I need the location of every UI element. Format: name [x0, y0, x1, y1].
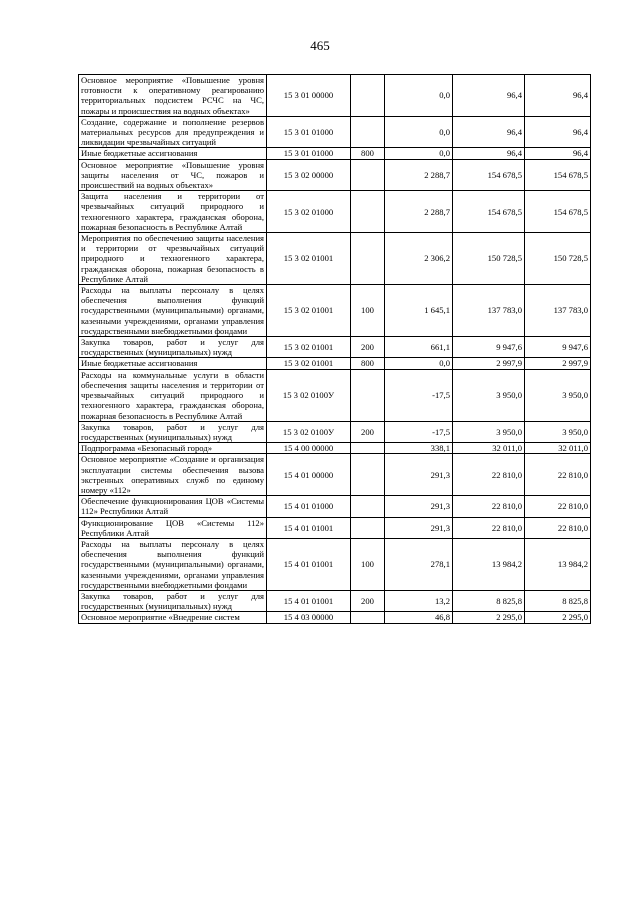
table-row [79, 358, 591, 369]
item-name-cell: Основное мероприятие «Повышение уровня защиты населения от ЧС, пожаров и происшествий на водных объектах» [79, 159, 267, 191]
amount-cell-1: 2 288,7 [385, 159, 453, 191]
item-name-cell: Обеспечение функционирования ЦОВ «Системы 112» Республики Алтай [79, 496, 267, 517]
item-name-cell: Расходы на выплаты персоналу в целях обеспечения выполнения функций государственными (муниципальными) органами, казенными учреждениями, органами управления государственными внебюджетными фондами [79, 285, 267, 337]
expense-type-cell [351, 496, 385, 517]
table-row [79, 75, 591, 117]
amount-cell-3: 3 950,0 [525, 421, 591, 442]
amount-cell-3: 154 678,5 [525, 191, 591, 233]
table-row [79, 538, 591, 590]
target-code-cell: 15 3 02 00000 [267, 159, 351, 191]
amount-cell-2: 3 950,0 [453, 369, 525, 421]
amount-cell-2: 96,4 [453, 116, 525, 148]
amount-cell-1: -17,5 [385, 369, 453, 421]
amount-cell-1: 0,0 [385, 148, 453, 159]
expense-type-cell [351, 191, 385, 233]
table-body [79, 75, 591, 624]
target-code-cell: 15 3 02 01000 [267, 191, 351, 233]
amount-cell-1: 291,3 [385, 496, 453, 517]
amount-cell-2: 2 997,9 [453, 358, 525, 369]
amount-cell-2: 9 947,6 [453, 337, 525, 358]
target-code-cell: 15 3 02 01001 [267, 358, 351, 369]
item-name-cell: Иные бюджетные ассигнования [79, 148, 267, 159]
table-row [79, 159, 591, 191]
amount-cell-2: 22 810,0 [453, 496, 525, 517]
budget-table [78, 74, 591, 624]
amount-cell-2: 22 810,0 [453, 454, 525, 496]
target-code-cell: 15 4 01 01001 [267, 538, 351, 590]
item-name-cell: Создание, содержание и пополнение резервов материальных ресурсов для предупреждения и ликвидации чрезвычайных ситуаций [79, 116, 267, 148]
amount-cell-1: 0,0 [385, 358, 453, 369]
expense-type-cell: 800 [351, 358, 385, 369]
page-number: 465 [310, 38, 330, 53]
expense-type-cell: 800 [351, 148, 385, 159]
target-code-cell: 15 4 01 01000 [267, 496, 351, 517]
amount-cell-1: 338,1 [385, 443, 453, 454]
expense-type-cell [351, 454, 385, 496]
item-name-cell: Расходы на коммунальные услуги в области обеспечения защиты населения и территории от чрезвычайных ситуаций природного и техногенного характера, гражданская оборона, пожарная безопасность в Республике Алтай [79, 369, 267, 421]
amount-cell-3: 22 810,0 [525, 517, 591, 538]
item-name-cell: Мероприятия по обеспечению защиты населения и территории от чрезвычайных ситуаций природного и техногенного характера, гражданская оборона, пожарная безопасность в Республике Алтай [79, 233, 267, 285]
table-row [79, 337, 591, 358]
target-code-cell: 15 3 01 01000 [267, 116, 351, 148]
amount-cell-3: 32 011,0 [525, 443, 591, 454]
amount-cell-2: 154 678,5 [453, 159, 525, 191]
table-row [79, 148, 591, 159]
amount-cell-2: 32 011,0 [453, 443, 525, 454]
item-name-cell: Закупка товаров, работ и услуг для государственных (муниципальных) нужд [79, 421, 267, 442]
amount-cell-1: 46,8 [385, 612, 453, 623]
expense-type-cell [351, 443, 385, 454]
amount-cell-3: 154 678,5 [525, 159, 591, 191]
expense-type-cell: 100 [351, 285, 385, 337]
target-code-cell: 15 3 02 0100У [267, 369, 351, 421]
expense-type-cell: 100 [351, 538, 385, 590]
expense-type-cell [351, 159, 385, 191]
amount-cell-1: 0,0 [385, 116, 453, 148]
amount-cell-3: 8 825,8 [525, 590, 591, 611]
expense-type-cell [351, 116, 385, 148]
amount-cell-1: 0,0 [385, 75, 453, 117]
amount-cell-2: 22 810,0 [453, 517, 525, 538]
table-row [79, 590, 591, 611]
amount-cell-3: 96,4 [525, 75, 591, 117]
amount-cell-1: 13,2 [385, 590, 453, 611]
target-code-cell: 15 4 01 01001 [267, 517, 351, 538]
amount-cell-2: 96,4 [453, 148, 525, 159]
table-row [79, 191, 591, 233]
amount-cell-1: -17,5 [385, 421, 453, 442]
target-code-cell: 15 3 02 01001 [267, 285, 351, 337]
target-code-cell: 15 4 00 00000 [267, 443, 351, 454]
expense-type-cell: 200 [351, 421, 385, 442]
amount-cell-3: 22 810,0 [525, 454, 591, 496]
amount-cell-1: 2 306,2 [385, 233, 453, 285]
item-name-cell: Иные бюджетные ассигнования [79, 358, 267, 369]
expense-type-cell [351, 517, 385, 538]
item-name-cell: Защита населения и территории от чрезвычайных ситуаций природного и техногенного характера, гражданская оборона, пожарная безопасность в Республике Алтай [79, 191, 267, 233]
table-row [79, 421, 591, 442]
target-code-cell: 15 3 02 0100У [267, 421, 351, 442]
amount-cell-3: 2 997,9 [525, 358, 591, 369]
item-name-cell: Расходы на выплаты персоналу в целях обеспечения выполнения функций государственными (муниципальными) органами, казенными учреждениями, органами управления государственными внебюджетными фондами [79, 538, 267, 590]
expense-type-cell [351, 233, 385, 285]
target-code-cell: 15 4 03 00000 [267, 612, 351, 623]
target-code-cell: 15 4 01 01001 [267, 590, 351, 611]
item-name-cell: Функционирование ЦОВ «Системы 112» Республики Алтай [79, 517, 267, 538]
amount-cell-1: 1 645,1 [385, 285, 453, 337]
amount-cell-3: 137 783,0 [525, 285, 591, 337]
amount-cell-1: 291,3 [385, 454, 453, 496]
amount-cell-3: 96,4 [525, 116, 591, 148]
target-code-cell: 15 3 01 00000 [267, 75, 351, 117]
target-code-cell: 15 3 02 01001 [267, 233, 351, 285]
amount-cell-3: 150 728,5 [525, 233, 591, 285]
amount-cell-1: 2 288,7 [385, 191, 453, 233]
amount-cell-3: 9 947,6 [525, 337, 591, 358]
amount-cell-2: 154 678,5 [453, 191, 525, 233]
amount-cell-3: 13 984,2 [525, 538, 591, 590]
table-row [79, 233, 591, 285]
table-row [79, 517, 591, 538]
amount-cell-3: 3 950,0 [525, 369, 591, 421]
expense-type-cell [351, 369, 385, 421]
amount-cell-2: 96,4 [453, 75, 525, 117]
item-name-cell: Основное мероприятие «Создание и организация эксплуатации системы обеспечения вызова экстренных оперативных служб по единому номеру «112» [79, 454, 267, 496]
amount-cell-1: 661,1 [385, 337, 453, 358]
target-code-cell: 15 3 02 01001 [267, 337, 351, 358]
table-row [79, 116, 591, 148]
expense-type-cell: 200 [351, 590, 385, 611]
item-name-cell: Основное мероприятие «Внедрение систем [79, 612, 267, 623]
amount-cell-2: 8 825,8 [453, 590, 525, 611]
item-name-cell: Закупка товаров, работ и услуг для государственных (муниципальных) нужд [79, 337, 267, 358]
table-row [79, 454, 591, 496]
amount-cell-2: 2 295,0 [453, 612, 525, 623]
item-name-cell: Подпрограмма «Безопасный город» [79, 443, 267, 454]
amount-cell-3: 22 810,0 [525, 496, 591, 517]
table-row [79, 612, 591, 623]
amount-cell-3: 2 295,0 [525, 612, 591, 623]
item-name-cell: Закупка товаров, работ и услуг для государственных (муниципальных) нужд [79, 590, 267, 611]
amount-cell-2: 150 728,5 [453, 233, 525, 285]
item-name-cell: Основное мероприятие «Повышение уровня готовности к оперативному реагированию территориальных подсистем РСЧС на ЧС, пожары и происшествия на водных объектах» [79, 75, 267, 117]
expense-type-cell: 200 [351, 337, 385, 358]
table-row [79, 443, 591, 454]
table-row [79, 369, 591, 421]
amount-cell-2: 137 783,0 [453, 285, 525, 337]
amount-cell-2: 13 984,2 [453, 538, 525, 590]
amount-cell-2: 3 950,0 [453, 421, 525, 442]
target-code-cell: 15 3 01 01000 [267, 148, 351, 159]
amount-cell-1: 278,1 [385, 538, 453, 590]
amount-cell-3: 96,4 [525, 148, 591, 159]
table-row [79, 285, 591, 337]
table-row [79, 496, 591, 517]
expense-type-cell [351, 612, 385, 623]
target-code-cell: 15 4 01 00000 [267, 454, 351, 496]
amount-cell-1: 291,3 [385, 517, 453, 538]
expense-type-cell [351, 75, 385, 117]
